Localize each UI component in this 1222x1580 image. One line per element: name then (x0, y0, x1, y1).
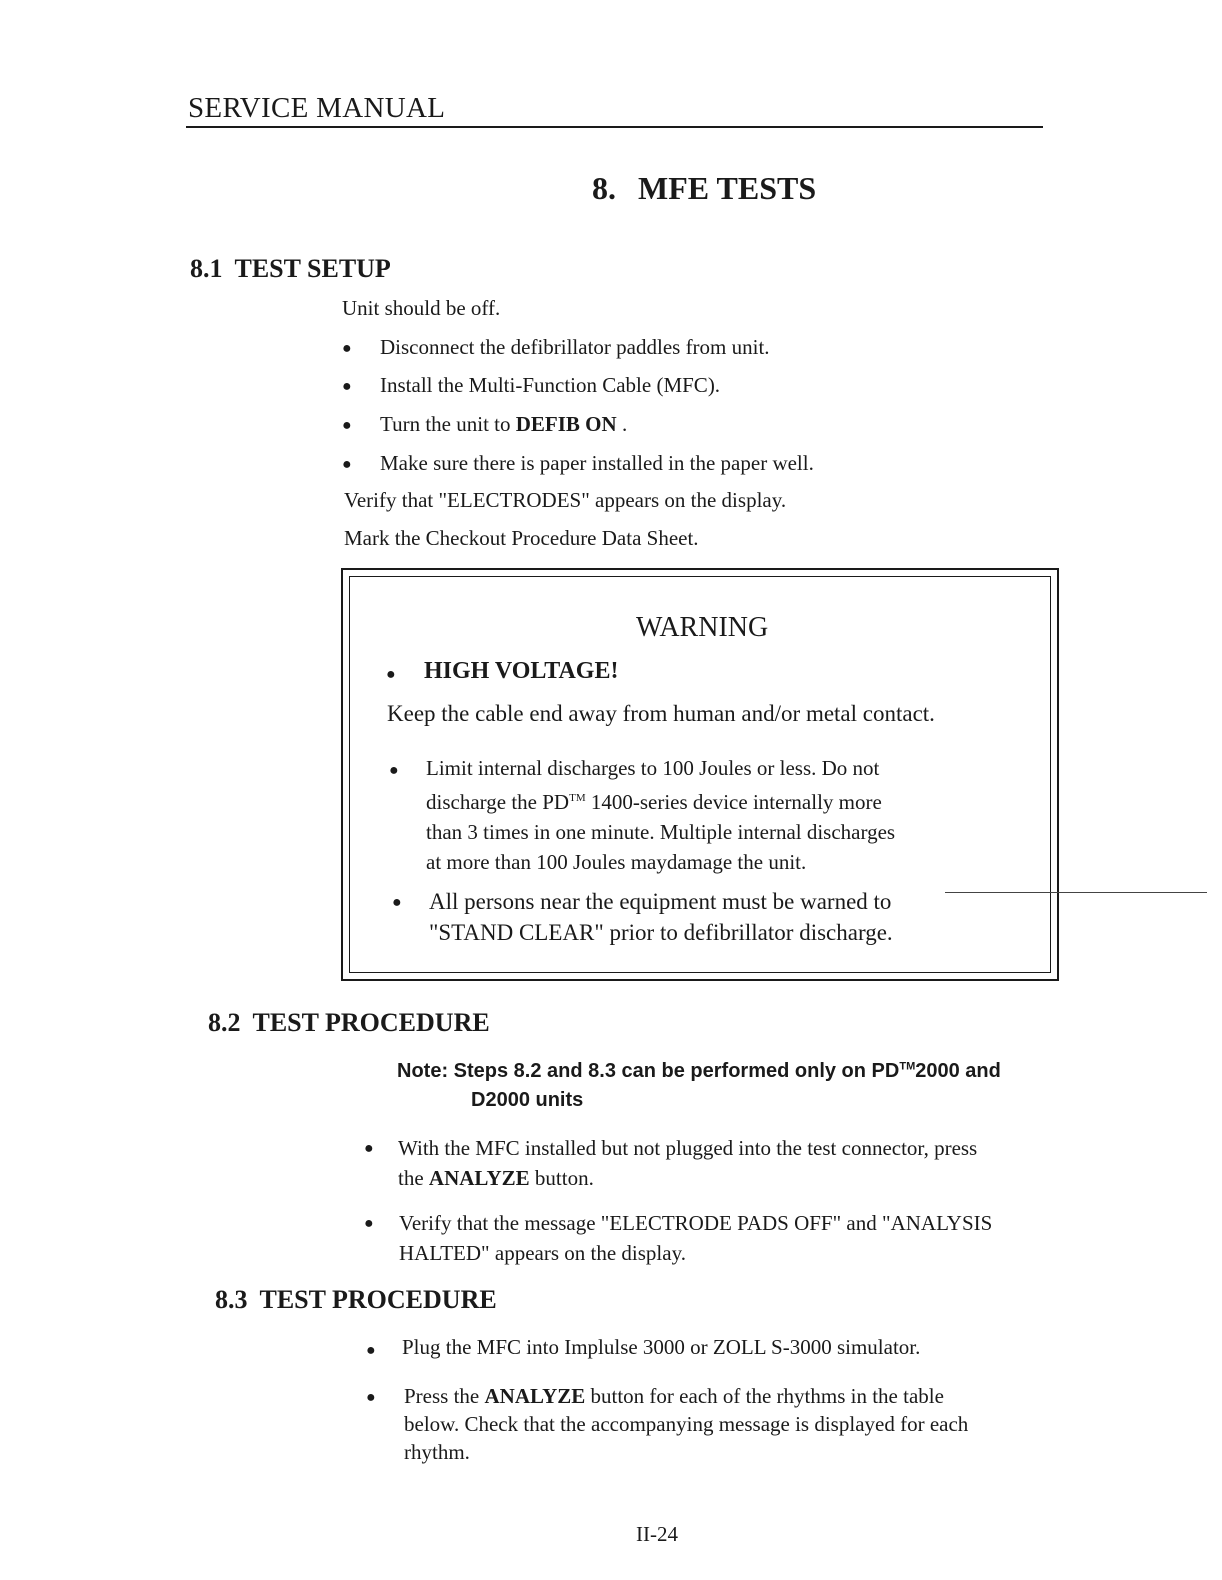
b1-pre: the (398, 1166, 429, 1190)
running-header: SERVICE MANUAL (188, 92, 446, 124)
section-number: 8.3 (215, 1285, 248, 1314)
setup-bullet-disconnect: Disconnect the defibrillator paddles from unit. (380, 335, 770, 359)
section-8-3-heading (215, 1285, 497, 1315)
setup-intro: Unit should be off. (342, 296, 501, 320)
page-number: II-24 (636, 1522, 678, 1546)
note-line-2: D2000 units (471, 1089, 584, 1111)
chapter-number: 8. (592, 170, 616, 206)
limit-line-2-pre: discharge the PD (426, 790, 570, 814)
limit-line-3: than 3 times in one minute. Multiple internal discharges (426, 820, 896, 844)
bullet-icon: ● (366, 1389, 376, 1406)
persons-line-2: "STAND CLEAR" prior to defibrillator discharge. (429, 920, 893, 945)
turn-suffix: . (616, 412, 628, 436)
warning-persons-text (429, 886, 893, 948)
section-number: 8.2 (208, 1008, 241, 1037)
b3-line-2: below. Check that the accompanying message is displayed for each (404, 1412, 969, 1436)
section-title: TEST SETUP (234, 254, 391, 283)
warning-title: WARNING (636, 612, 769, 643)
procedure-8-2-bullet-2 (399, 1208, 992, 1268)
section-8-2-heading (208, 1008, 490, 1038)
note-pre: Note: Steps 8.2 and 8.3 can be performed only on PD (397, 1060, 900, 1082)
analyze-bold: ANALYZE (484, 1384, 586, 1408)
analyze-bold: ANALYZE (428, 1166, 530, 1190)
trademark-sup: TM (899, 1060, 916, 1073)
bullet-icon: ● (342, 417, 352, 434)
setup-mark: Mark the Checkout Procedure Data Sheet. (344, 526, 699, 550)
bullet-icon: ● (366, 1342, 376, 1359)
turn-bold: DEFIB ON (515, 412, 617, 436)
b3-post: button for each of the rhythms in the table (585, 1384, 944, 1408)
bullet-icon: ● (342, 378, 352, 395)
chapter-name: MFE TESTS (638, 170, 817, 206)
bullet-icon: ● (364, 1215, 374, 1232)
procedure-8-2-bullet-1 (398, 1133, 977, 1193)
setup-bullet-install: Install the Multi-Function Cable (MFC). (380, 373, 721, 397)
procedure-8-3-bullet-1: Plug the MFC into Implulse 3000 or ZOLL S-3000 simulator. (402, 1335, 921, 1359)
section-number: 8.1 (190, 254, 223, 283)
trademark-sup: TM (569, 792, 586, 804)
limit-line-2 (426, 783, 1026, 817)
section-8-1-heading (190, 254, 391, 284)
persons-line-1: All persons near the equipment must be warned to (429, 889, 892, 914)
bullet-icon: ● (386, 666, 396, 683)
bullet-icon: ● (392, 894, 402, 911)
section-title: TEST PROCEDURE (252, 1008, 490, 1037)
b3-pre: Press the (404, 1384, 485, 1408)
setup-bullet-turn (380, 412, 627, 437)
b3-line-3: rhythm. (404, 1440, 470, 1464)
procedure-8-3-bullet-2 (404, 1382, 968, 1466)
b1-line-2 (398, 1163, 977, 1193)
note-post: 2000 and (915, 1060, 1001, 1082)
bullet-icon: ● (342, 456, 352, 473)
warning-limit-text (426, 753, 1026, 877)
limit-line-4: at more than 100 Joules maydamage the unit. (426, 850, 807, 874)
warning-subtitle: HIGH VOLTAGE! (424, 658, 619, 684)
warning-keep-text: Keep the cable end away from human and/or metal contact. (387, 701, 935, 726)
turn-prefix: Turn the unit to (380, 412, 516, 436)
limit-line-2-post: 1400-series device internally more (585, 790, 882, 814)
b2-line-1: Verify that the message "ELECTRODE PADS OFF" and "ANALYSIS (399, 1211, 993, 1235)
setup-bullet-paper: Make sure there is paper installed in the paper well. (380, 451, 814, 475)
chapter-title (592, 170, 816, 207)
header-rule (186, 126, 1043, 128)
stray-strike-line (945, 892, 1207, 893)
bullet-icon: ● (364, 1140, 374, 1157)
bullet-icon: ● (342, 340, 352, 357)
b1-post: button. (529, 1166, 594, 1190)
section-title: TEST PROCEDURE (259, 1285, 497, 1314)
b2-line-2: HALTED" appears on the display. (399, 1241, 686, 1265)
limit-line-1: Limit internal discharges to 100 Joules or less. Do not (426, 756, 880, 780)
b3-line-1 (404, 1382, 968, 1410)
b1-line-1: With the MFC installed but not plugged into the test connector, press (398, 1136, 978, 1160)
bullet-icon: ● (389, 762, 399, 779)
note-line-1 (397, 1060, 1001, 1083)
setup-verify: Verify that "ELECTRODES" appears on the display. (344, 488, 787, 512)
